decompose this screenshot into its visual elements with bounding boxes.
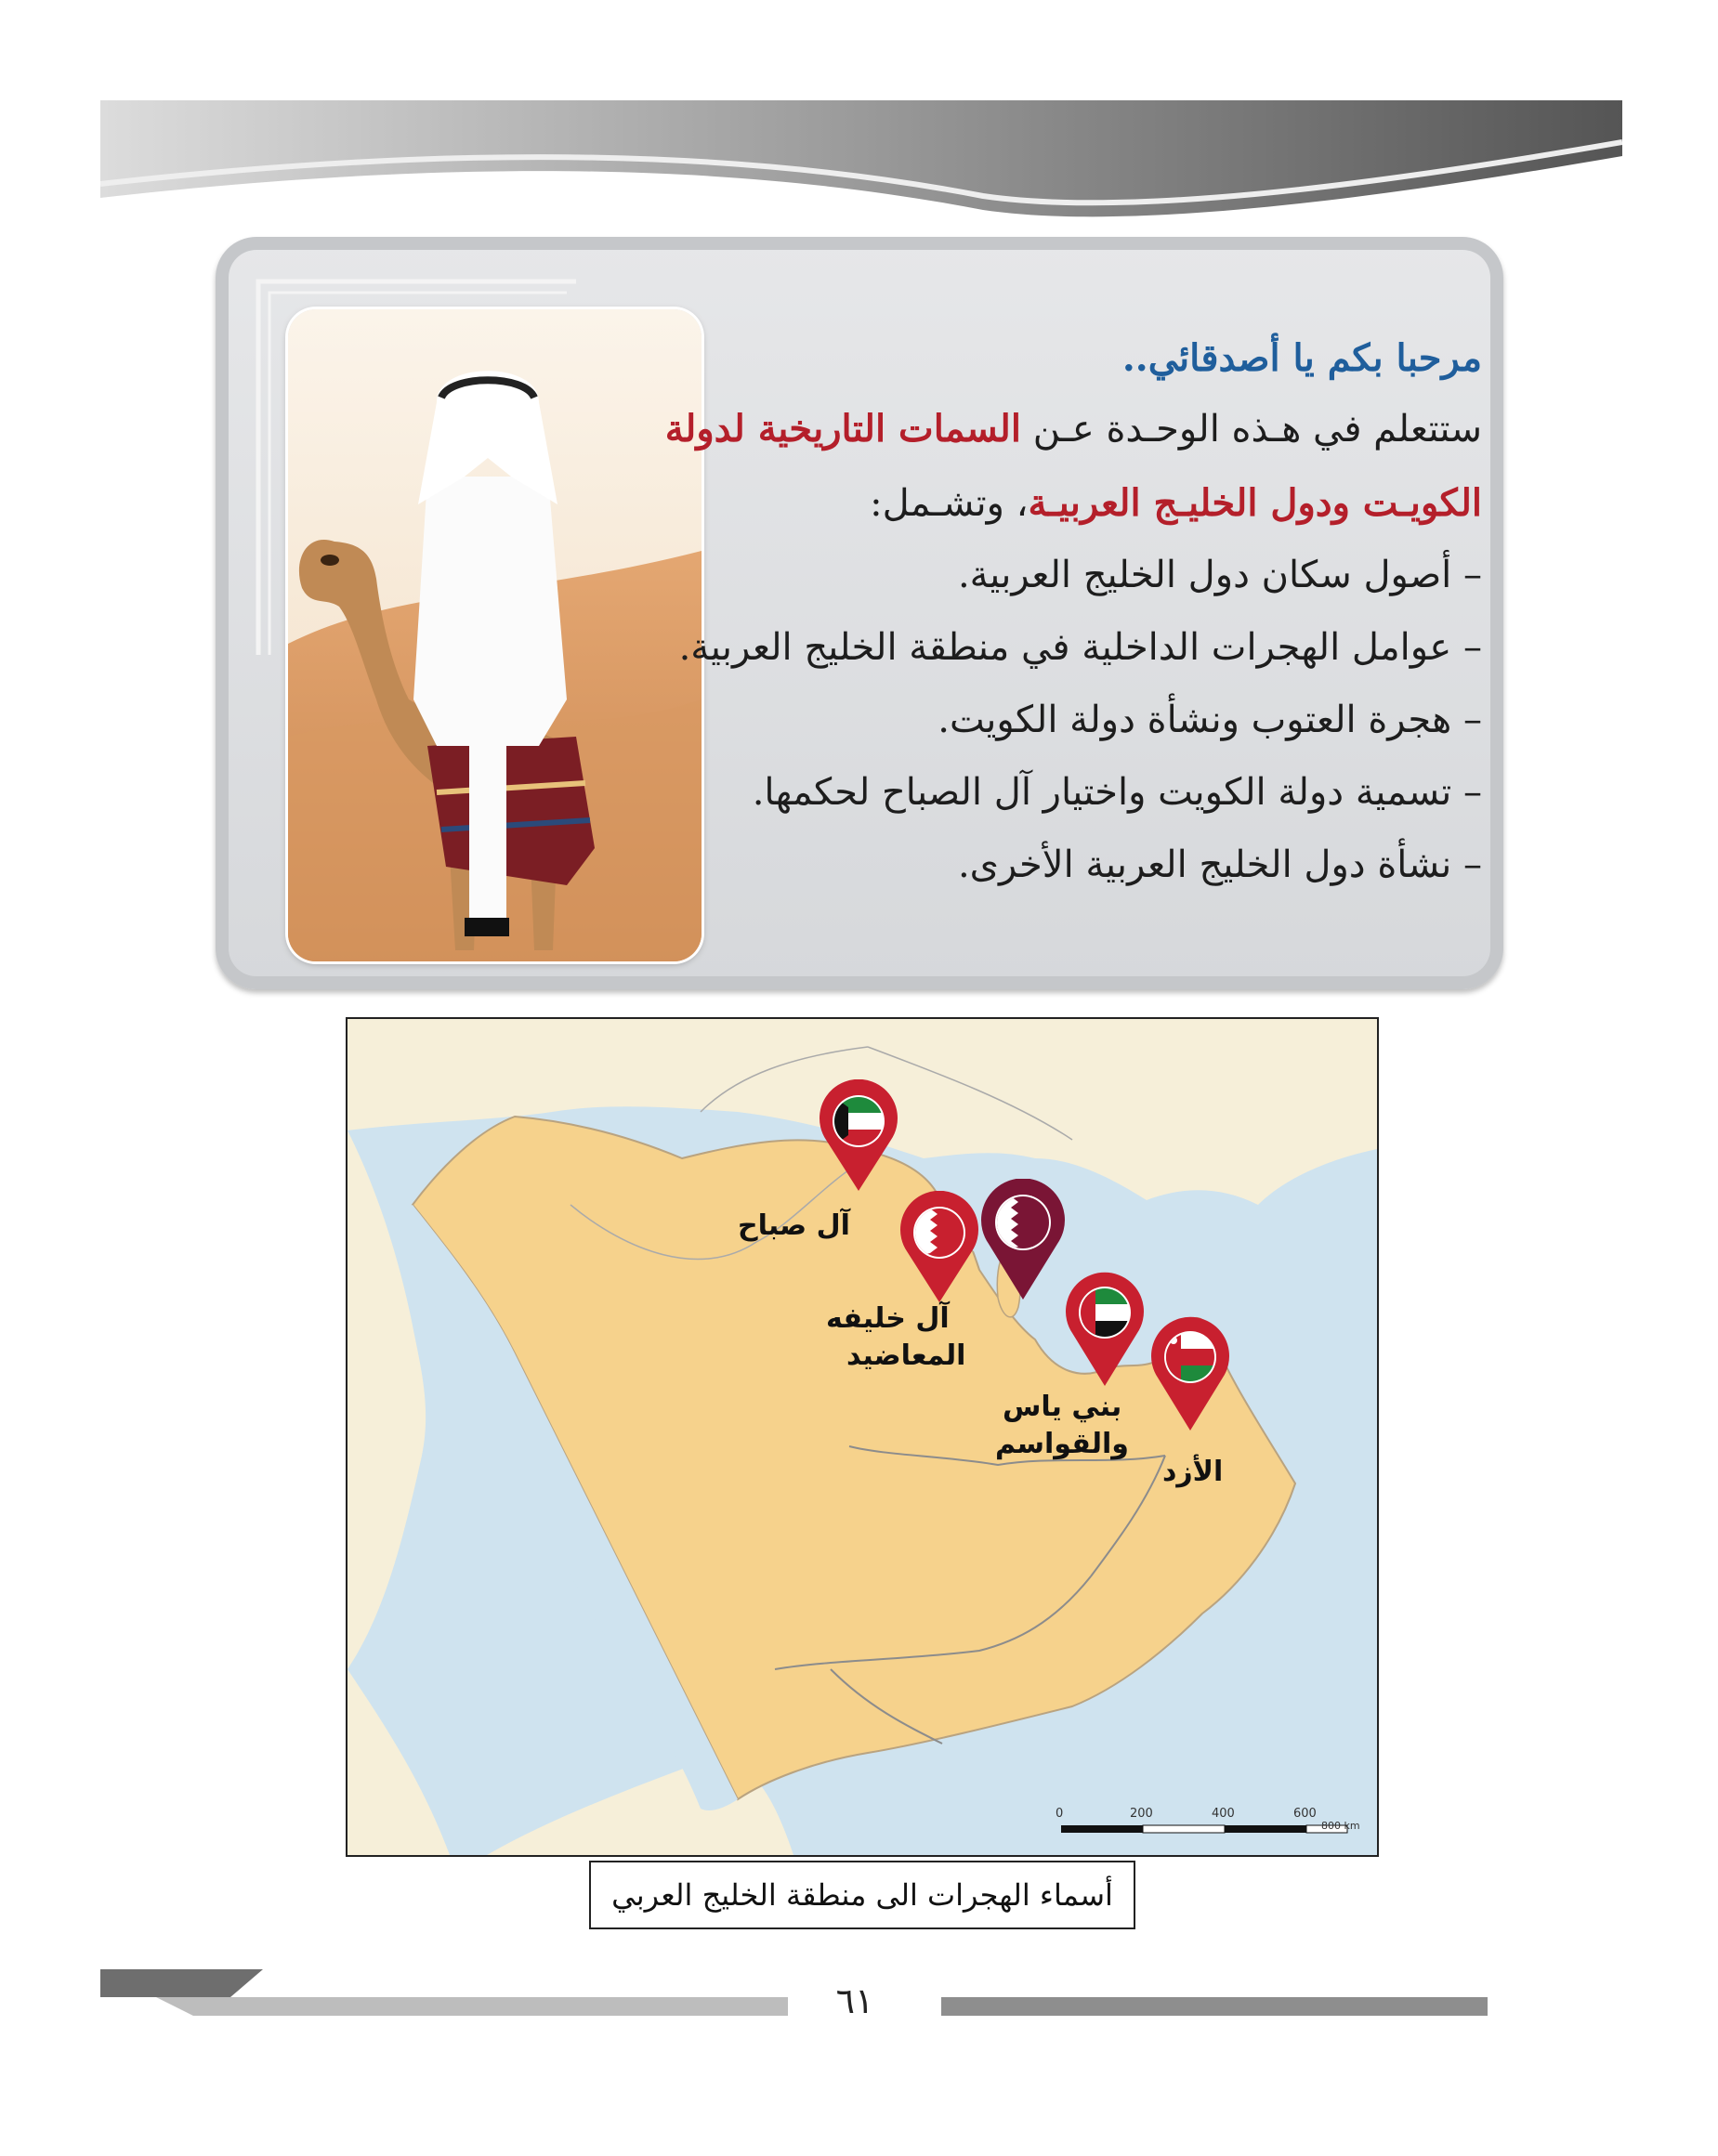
greeting-heading: مرحبا بكم يا أصدقائي.. [1121, 336, 1482, 380]
intro-paragraph-line1 [553, 407, 1482, 451]
header-banner [100, 100, 1622, 221]
label-azd: الأزد [1162, 1456, 1224, 1488]
label-al-sabah: آل صباح [738, 1209, 850, 1242]
map-caption: أسماء الهجرات الى منطقة الخليج العربي [611, 1877, 1113, 1913]
qatar-flag-icon [979, 1179, 1067, 1304]
bahrain-flag-icon [898, 1191, 980, 1307]
scale-label: 400 [1212, 1807, 1235, 1821]
label-qawasim: والقواسم [995, 1428, 1129, 1460]
uae-flag-icon [1063, 1270, 1147, 1391]
oman-flag-icon [1148, 1314, 1232, 1435]
map-caption-box [589, 1861, 1135, 1929]
intro-line1-text: ستتعلم في هـذه الوحـدة عـن [1020, 408, 1482, 451]
topic-item: – تسمية دولة الكويت واختيار آل الصباح لحكمها. [752, 771, 1482, 814]
page-number: ٦١ [835, 1980, 874, 2021]
scale-label: 800 km [1321, 1820, 1360, 1832]
intro-line2-text: ، وتشـمل: [870, 482, 1029, 525]
scale-label: 0 [1056, 1807, 1064, 1821]
topic-item: – أصول سكان دول الخليج العربية. [957, 554, 1482, 596]
map-scale-bar [1061, 1825, 1347, 1833]
topic-item: – نشأة دول الخليج العربية الأخرى. [957, 843, 1482, 886]
gulf-migrations-map [346, 1017, 1379, 1857]
intro-line1-highlight: السمات التاريخية لدولة [664, 407, 1021, 451]
intro-paragraph-line2 [553, 481, 1482, 525]
topic-item: – هجرة العتوب ونشأة دولة الكويت. [938, 699, 1482, 741]
label-al-maadhid: المعاضيد [846, 1339, 966, 1372]
scale-label: 600 [1293, 1807, 1317, 1821]
intro-line2-highlight: الكويـت ودول الخليـج العربيـة [1028, 481, 1482, 525]
label-bani-yas: بني ياس [1003, 1391, 1122, 1423]
label-al-khalifa: آل خليفه [826, 1302, 950, 1335]
scale-label: 200 [1130, 1807, 1153, 1821]
topic-item: – عوامل الهجرات الداخلية في منطقة الخليج العربية. [678, 626, 1482, 669]
kuwait-flag-icon [817, 1079, 900, 1196]
